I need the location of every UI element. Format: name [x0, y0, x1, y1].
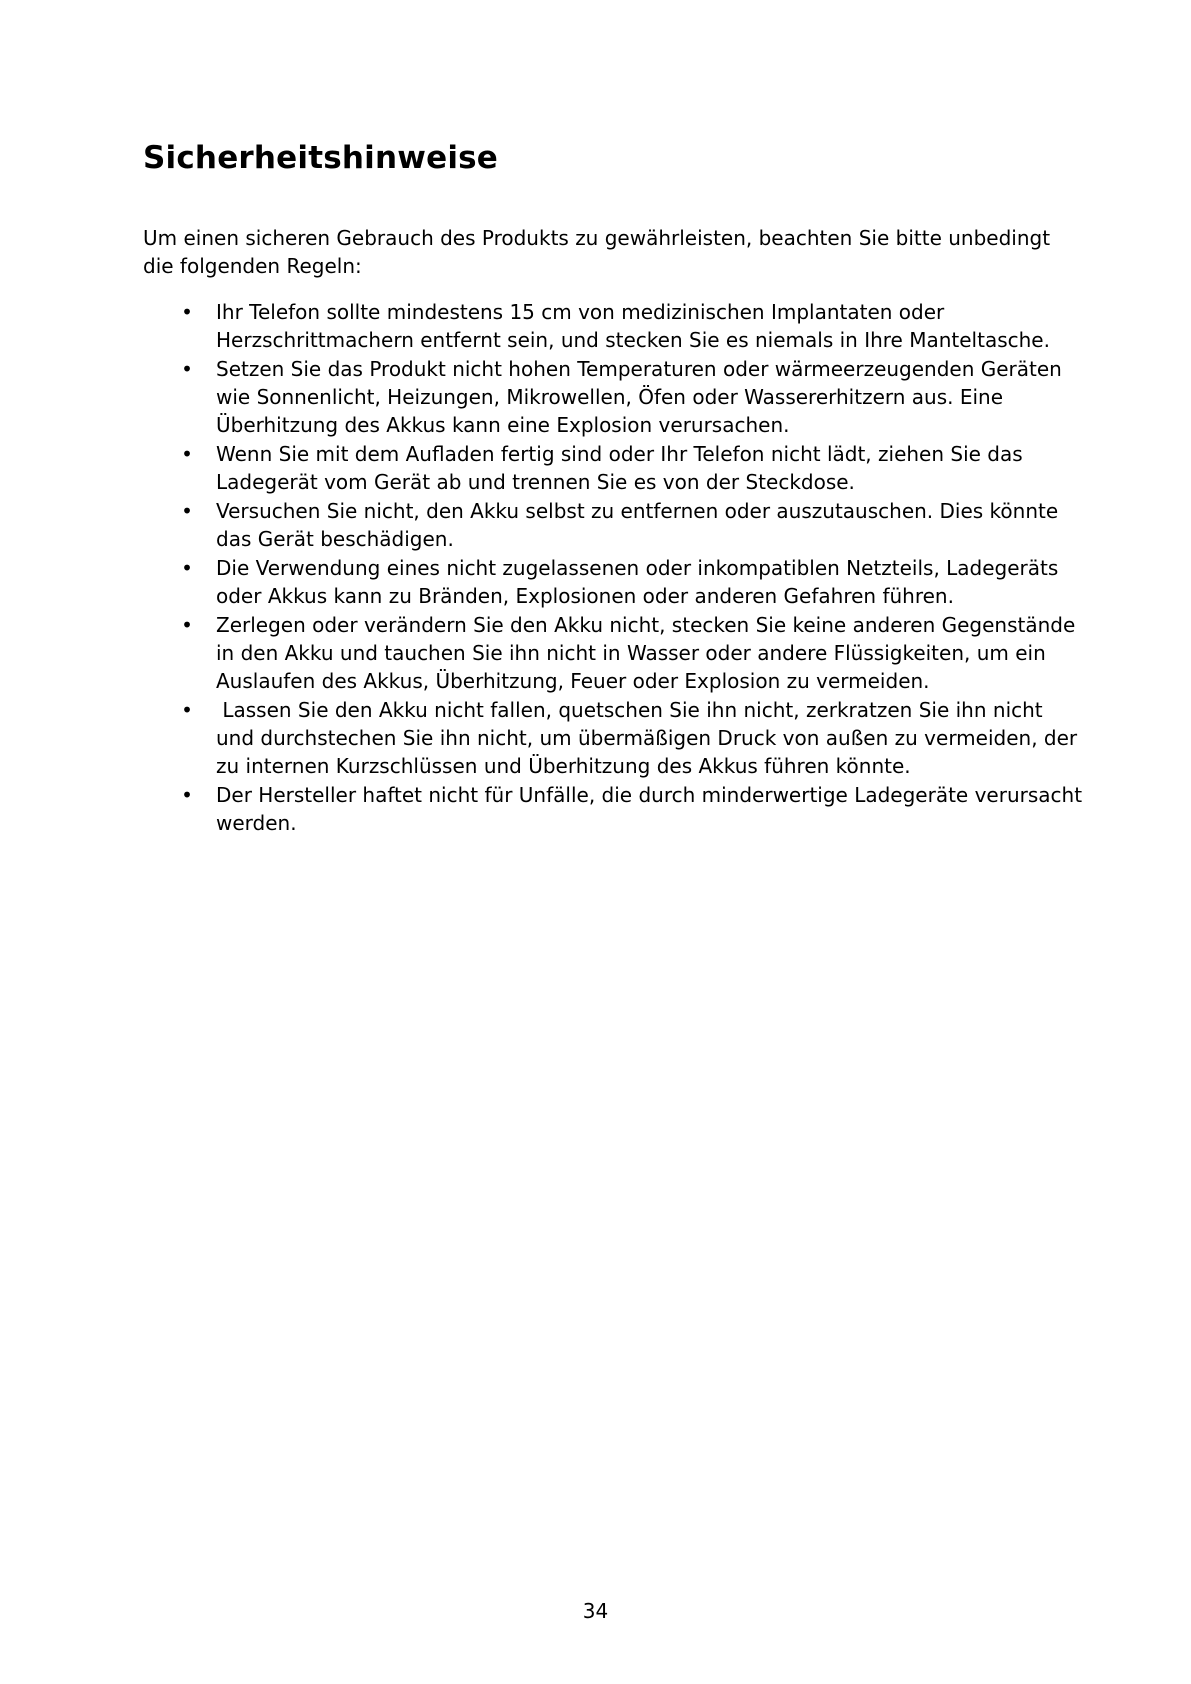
- list-item-text: Ihr Telefon sollte mindestens 15 cm von medizinischen Implantaten oder Herzschrittmachern entfernt sein, und stecken Sie es niemals in Ihre Manteltasche.: [216, 300, 1050, 352]
- list-item-text: Die Verwendung eines nicht zugelassenen oder inkompatiblen Netzteils, Ladegeräts oder Akkus kann zu Bränden, Explosionen oder anderen Gefahren führen.: [216, 556, 1059, 608]
- bullet-icon: •: [181, 442, 193, 466]
- list-item-text: Wenn Sie mit dem Aufladen fertig sind oder Ihr Telefon nicht lädt, ziehen Sie das Ladegerät vom Gerät ab und trennen Sie es von der Steckdose.: [216, 442, 1023, 494]
- list-item-text: Zerlegen oder verändern Sie den Akku nicht, stecken Sie keine anderen Gegenstände in den Akku und tauchen Sie ihn nicht in Wasser oder andere Flüssigkeiten, um ein Auslaufen des Akkus, Überhitzung, Feuer oder Explosion zu vermeiden.: [216, 613, 1076, 693]
- list-item: [143, 554, 1083, 610]
- safety-rules-list: [143, 298, 1083, 838]
- bullet-icon: •: [181, 783, 193, 807]
- list-item-text: Der Hersteller haftet nicht für Unfälle, die durch minderwertige Ladegeräte verursacht werden.: [216, 783, 1083, 835]
- list-item: [143, 611, 1083, 695]
- bullet-icon: •: [181, 357, 193, 381]
- list-item: [143, 696, 1083, 780]
- list-item: [143, 355, 1083, 439]
- bullet-icon: •: [181, 556, 193, 580]
- intro-paragraph: Um einen sicheren Gebrauch des Produkts zu gewährleisten, beachten Sie bitte unbedingt die folgenden Regeln:: [143, 226, 1051, 278]
- page-number: 34: [582, 1599, 609, 1623]
- list-item-text: Setzen Sie das Produkt nicht hohen Temperaturen oder wärmeerzeugenden Geräten wie Sonnenlicht, Heizungen, Mikrowellen, Öfen oder Wassererhitzern aus. Eine Überhitzung des Akkus kann eine Explosion verursachen.: [216, 357, 1062, 437]
- list-item-text: Lassen Sie den Akku nicht fallen, quetschen Sie ihn nicht, zerkratzen Sie ihn nicht und durchstechen Sie ihn nicht, um übermäßigen Druck von außen zu vermeiden, der zu internen Kurzschlüssen und Überhitzung des Akkus führen könnte.: [216, 698, 1084, 778]
- list-item: [143, 497, 1083, 553]
- list-item: [143, 440, 1083, 496]
- list-item: [143, 781, 1083, 837]
- bullet-icon: •: [181, 613, 193, 637]
- list-item: [143, 298, 1083, 354]
- list-item-text: Versuchen Sie nicht, den Akku selbst zu entfernen oder auszutauschen. Dies könnte das Gerät beschädigen.: [216, 499, 1059, 551]
- bullet-icon: •: [181, 499, 193, 523]
- page-title: Sicherheitshinweise: [143, 140, 499, 176]
- bullet-icon: •: [181, 698, 193, 722]
- bullet-icon: •: [181, 300, 193, 324]
